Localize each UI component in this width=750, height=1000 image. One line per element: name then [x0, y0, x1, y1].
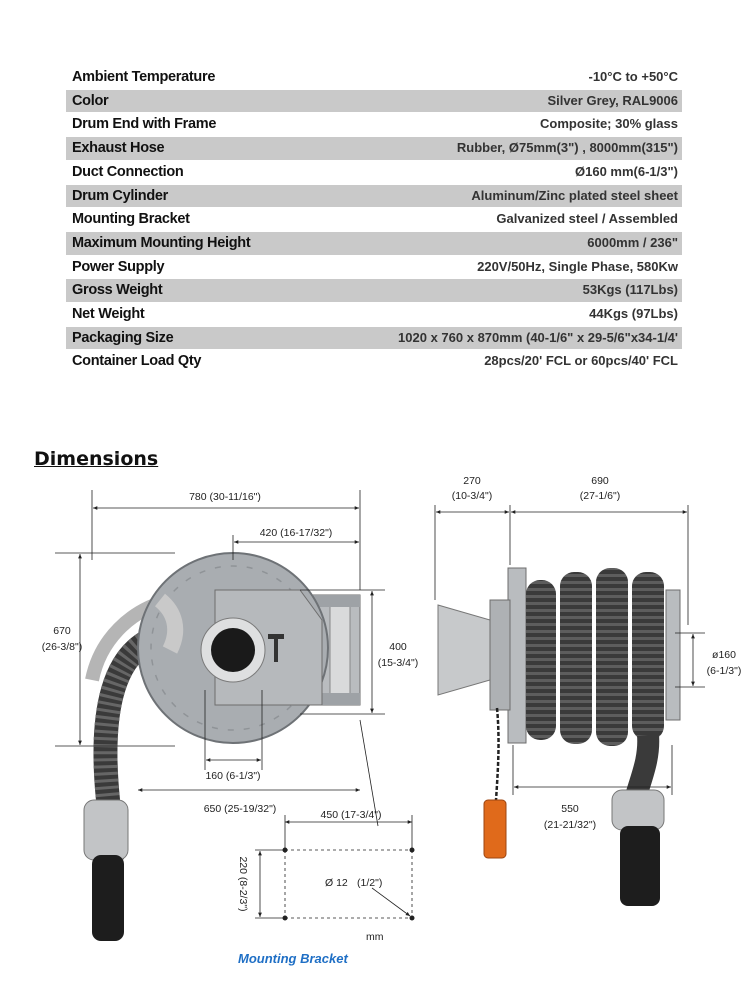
- dim-bracket-height-in: (15-3/4"): [377, 657, 419, 669]
- dim-hub-offset: 420 (16-17/32"): [259, 527, 333, 539]
- spec-value: 1020 x 760 x 870mm (40-1/6" x 29-5/6"x34-1/4': [309, 326, 682, 350]
- spec-value: -10°C to +50°C: [309, 66, 682, 89]
- mounting-bracket-drawing: [255, 815, 412, 918]
- spec-label: Drum End with Frame: [66, 113, 309, 137]
- spec-label: Power Supply: [66, 255, 309, 279]
- dim-base-mm: 550: [561, 803, 579, 815]
- dim-base-width: 650 (25-19/32"): [203, 803, 277, 815]
- dim-height-in: (26-3/8"): [41, 641, 83, 653]
- spec-value: 28pcs/20' FCL or 60pcs/40' FCL: [309, 350, 682, 374]
- dim-duct-mm: ø160: [712, 649, 736, 661]
- dim-width-mm: 690: [591, 475, 609, 487]
- dim-bracket-height-mm: 400: [389, 641, 407, 653]
- unit-label: mm: [366, 931, 384, 943]
- mounting-bracket-caption: Mounting Bracket: [238, 951, 348, 966]
- spec-label: Container Load Qty: [66, 350, 309, 374]
- dimensions-heading: Dimensions: [34, 448, 159, 470]
- spec-value: 44Kgs (97Lbs): [309, 303, 682, 327]
- dim-height-mm: 670: [53, 625, 71, 637]
- bracket-labels: [237, 856, 384, 966]
- spec-value: Ø160 mm(6-1/3"): [309, 160, 682, 184]
- dim-base-in: (21-21/32"): [543, 819, 597, 831]
- spec-label: Duct Connection: [66, 160, 309, 184]
- spec-label: Exhaust Hose: [66, 137, 309, 161]
- dim-hub-diameter: 160 (6-1/3"): [205, 770, 261, 782]
- spec-value: Silver Grey, RAL9006: [309, 89, 682, 113]
- dim-depth-mm: 270: [463, 475, 481, 487]
- spec-value: Composite; 30% glass: [309, 113, 682, 137]
- dim-width-in: (27-1/6"): [579, 490, 621, 502]
- spec-label: Mounting Bracket: [66, 208, 309, 232]
- spec-value: 53Kgs (117Lbs): [309, 279, 682, 303]
- dim-hole-diameter-mm: Ø 12: [325, 877, 348, 889]
- spec-label: Ambient Temperature: [66, 66, 309, 89]
- dim-hole-height: 220 (8-2/3"): [237, 856, 249, 912]
- dim-overall-width: 780 (30-11/16"): [189, 491, 261, 503]
- bracket-holes: [283, 848, 415, 921]
- spec-label: Maximum Mounting Height: [66, 231, 309, 255]
- dim-duct-in: (6-1/3"): [706, 665, 742, 677]
- spec-value: 6000mm / 236": [309, 231, 682, 255]
- dim-bracket-span: 450 (17-3/4"): [320, 809, 382, 821]
- dim-hole-diameter-in: (1/2"): [357, 877, 383, 889]
- spec-label: Drum Cylinder: [66, 184, 309, 208]
- spec-value: Aluminum/Zinc plated steel sheet: [309, 184, 682, 208]
- spec-value: Rubber, Ø75mm(3") , 8000mm(315"): [309, 137, 682, 161]
- spec-value: Galvanized steel / Assembled: [309, 208, 682, 232]
- spec-label: Color: [66, 89, 309, 113]
- side-view-reel: [438, 568, 680, 906]
- spec-label: Net Weight: [66, 303, 309, 327]
- spec-label: Gross Weight: [66, 279, 309, 303]
- front-view-reel: [84, 553, 360, 941]
- dim-depth-in: (10-3/4"): [451, 490, 493, 502]
- spec-label: Packaging Size: [66, 326, 309, 350]
- spec-value: 220V/50Hz, Single Phase, 580Kw: [309, 255, 682, 279]
